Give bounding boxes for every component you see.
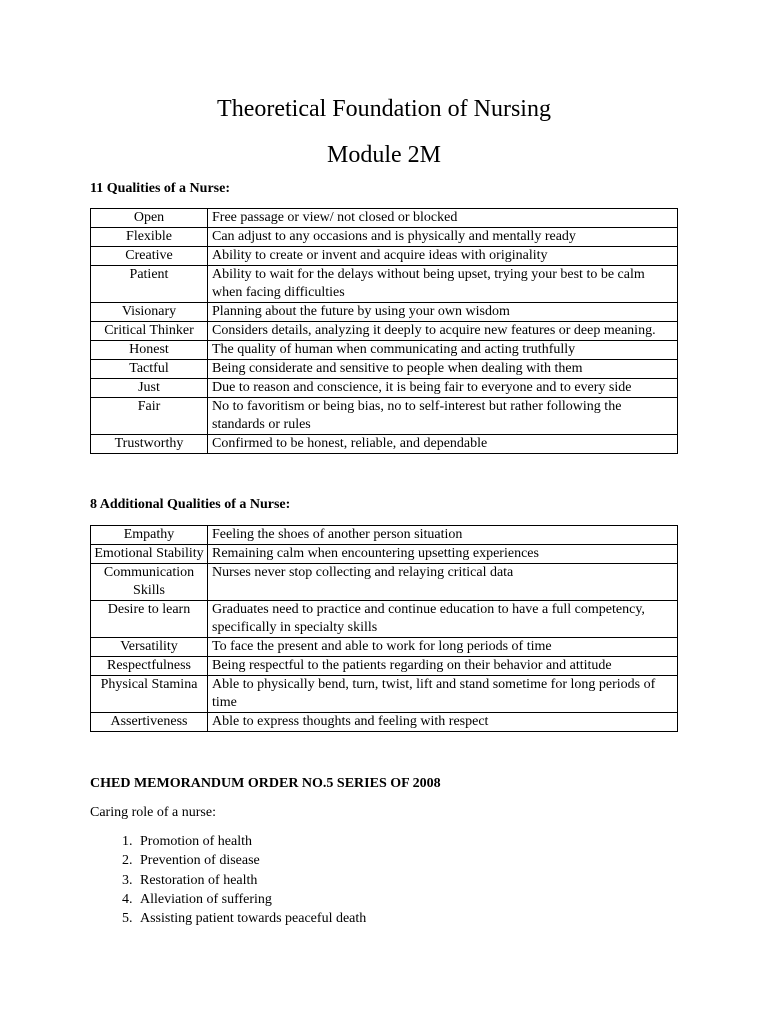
list-item: 2. Prevention of disease <box>136 851 366 870</box>
table-row <box>91 209 678 228</box>
table-row <box>91 435 678 454</box>
quality-description: Able to express thoughts and feeling with respect <box>208 713 678 732</box>
quality-description: Confirmed to be honest, reliable, and dependable <box>208 435 678 454</box>
quality-description: Being respectful to the patients regarding on their behavior and attitude <box>208 657 678 676</box>
quality-name: Open <box>91 209 208 228</box>
table-row <box>91 657 678 676</box>
table-row <box>91 266 678 303</box>
quality-description: The quality of human when communicating and acting truthfully <box>208 341 678 360</box>
quality-name: Just <box>91 379 208 398</box>
quality-name: Respectfulness <box>91 657 208 676</box>
quality-name: Physical Stamina <box>91 676 208 713</box>
additional-qualities-table <box>90 525 678 732</box>
quality-name: Patient <box>91 266 208 303</box>
qualities-heading: 11 Qualities of a Nurse: <box>90 181 230 196</box>
list-item: 1. Promotion of health <box>136 832 366 851</box>
quality-description: No to favoritism or being bias, no to self-interest but rather following the standards or rules <box>208 398 678 435</box>
quality-name: Fair <box>91 398 208 435</box>
table-row <box>91 228 678 247</box>
ched-memorandum-heading: CHED MEMORANDUM ORDER NO.5 SERIES OF 2008 <box>90 776 441 791</box>
table-row <box>91 398 678 435</box>
quality-description: Feeling the shoes of another person situation <box>208 526 678 545</box>
table-row <box>91 564 678 601</box>
quality-name: Assertiveness <box>91 713 208 732</box>
qualities-table <box>90 208 678 454</box>
table-row <box>91 545 678 564</box>
table-row <box>91 341 678 360</box>
quality-name: Creative <box>91 247 208 266</box>
quality-description: Ability to create or invent and acquire ideas with originality <box>208 247 678 266</box>
quality-description: Free passage or view/ not closed or blocked <box>208 209 678 228</box>
caring-role-subheading: Caring role of a nurse: <box>90 805 216 820</box>
table-row <box>91 303 678 322</box>
quality-name: Tactful <box>91 360 208 379</box>
quality-name: Trustworthy <box>91 435 208 454</box>
quality-description: Being considerate and sensitive to people when dealing with them <box>208 360 678 379</box>
table-row <box>91 638 678 657</box>
quality-name: Honest <box>91 341 208 360</box>
quality-description: Graduates need to practice and continue education to have a full competency, specifically in specialty skills <box>208 601 678 638</box>
quality-name: Flexible <box>91 228 208 247</box>
quality-name: Versatility <box>91 638 208 657</box>
module-title: Module 2M <box>327 142 441 168</box>
quality-name: Desire to learn <box>91 601 208 638</box>
quality-name: Critical Thinker <box>91 322 208 341</box>
list-item: 4. Alleviation of suffering <box>136 890 366 909</box>
quality-description: Considers details, analyzing it deeply to acquire new features or deep meaning. <box>208 322 678 341</box>
quality-name: Visionary <box>91 303 208 322</box>
quality-description: Able to physically bend, turn, twist, lift and stand sometime for long periods of time <box>208 676 678 713</box>
quality-description: Ability to wait for the delays without being upset, trying your best to be calm when facing difficulties <box>208 266 678 303</box>
list-item: 5. Assisting patient towards peaceful death <box>136 909 366 928</box>
table-row <box>91 247 678 266</box>
quality-name: Empathy <box>91 526 208 545</box>
document-title: Theoretical Foundation of Nursing <box>217 96 551 122</box>
table-row <box>91 713 678 732</box>
quality-name: Emotional Stability <box>91 545 208 564</box>
list-item: 3. Restoration of health <box>136 871 366 890</box>
table-row <box>91 322 678 341</box>
quality-description: Due to reason and conscience, it is being fair to everyone and to every side <box>208 379 678 398</box>
table-row <box>91 526 678 545</box>
quality-description: To face the present and able to work for long periods of time <box>208 638 678 657</box>
table-row <box>91 601 678 638</box>
table-row <box>91 676 678 713</box>
table-row <box>91 360 678 379</box>
additional-qualities-heading: 8 Additional Qualities of a Nurse: <box>90 497 291 512</box>
quality-description: Planning about the future by using your own wisdom <box>208 303 678 322</box>
quality-name: Communication Skills <box>91 564 208 601</box>
caring-role-list <box>108 832 366 928</box>
quality-description: Can adjust to any occasions and is physically and mentally ready <box>208 228 678 247</box>
quality-description: Remaining calm when encountering upsetting experiences <box>208 545 678 564</box>
quality-description: Nurses never stop collecting and relaying critical data <box>208 564 678 601</box>
table-row <box>91 379 678 398</box>
